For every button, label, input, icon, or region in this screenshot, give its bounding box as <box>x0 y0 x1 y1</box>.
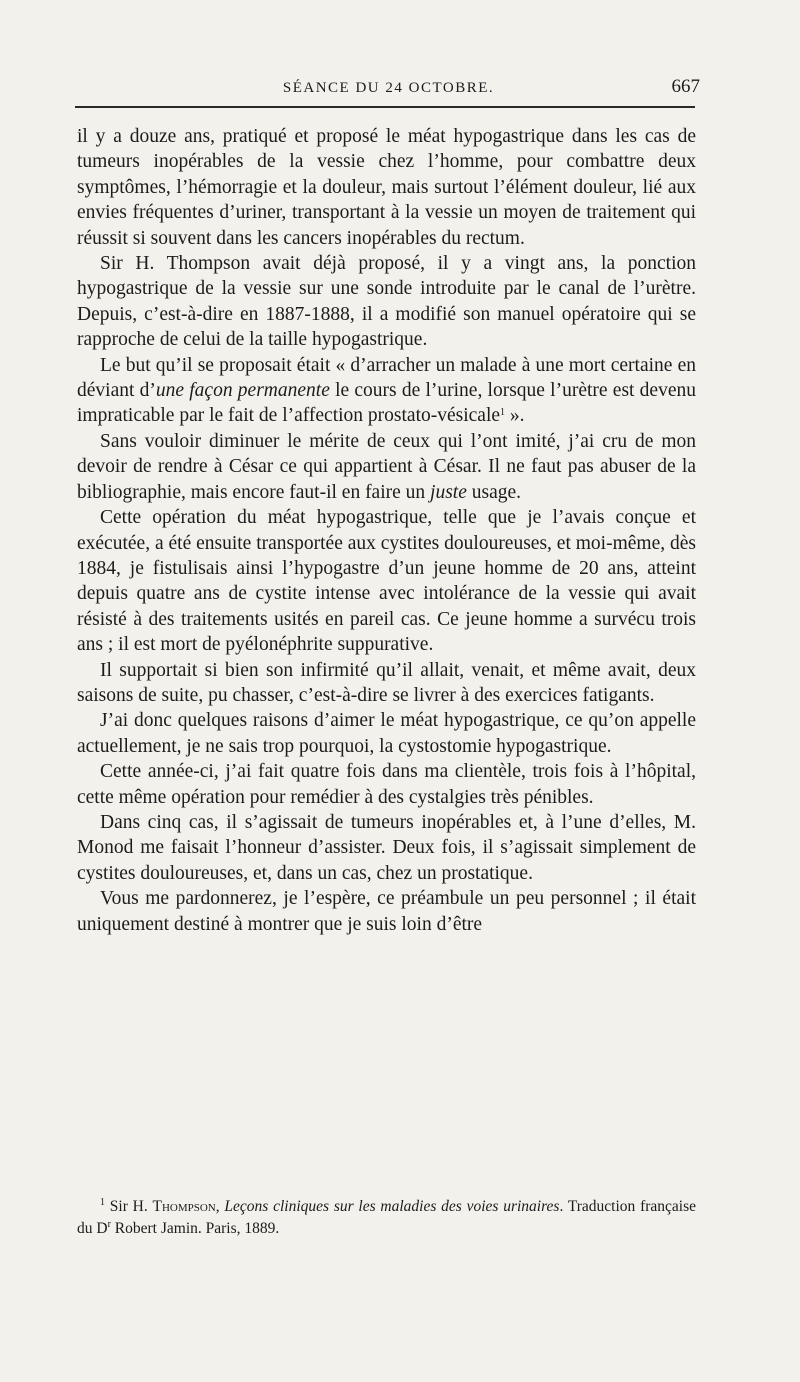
text-run: Cette année-ci, j’ai fait quatre fois dans ma clientèle, trois fois à l’hôpital, cette même opération pour remédier à des cystalgies très pénibles. <box>77 761 696 808</box>
paragraph <box>77 353 696 429</box>
paragraph <box>77 886 696 937</box>
footnote-text <box>77 1196 696 1240</box>
paragraph <box>77 505 696 657</box>
text-run: le cours de l’urine, lorsque l’urètre est devenu impraticable par le fait de l’affection prostato-vésicale <box>77 380 696 427</box>
text-run: Vous me pardonnerez, je l’espère, ce préambule un peu personnel ; il était uniquement destiné à montrer que je suis loin d’être <box>77 888 696 935</box>
text-run: il y a douze ans, pratiqué et proposé le méat hypogastrique dans les cas de tumeurs inopérables de la vessie chez l’homme, pour combattre deux symptômes, l’hémorragie et la douleur, mais surtout l’élément douleur, lié aux envies fréquentes d’uriner, transportant à la vessie un moyen de traitement qui réussit si souvent dans les cancers inopérables du rectum. <box>77 126 696 249</box>
text-run: Robert Jamin. Paris, 1889. <box>110 1220 280 1237</box>
italic-text: juste <box>430 481 467 503</box>
text-run: J’ai donc quelques raisons d’aimer le méat hypogastrique, ce qu’on appelle actuellement, je ne sais trop pourquoi, la cystostomie hypogastrique. <box>77 710 696 757</box>
text-run: Sir H. <box>105 1198 153 1215</box>
text-run: Dans cinq cas, il s’agissait de tumeurs inopérables et, à l’une d’elles, M. Monod me faisait l’honneur d’assister. Deux fois, il s’agissait simplement de cystites douloureuses, et, dans un cas, chez un prostatique. <box>77 811 696 884</box>
paragraph <box>77 124 696 251</box>
text-run: Il supportait si bien son infirmité qu’il allait, venait, et même avait, deux saisons de suite, pu chasser, c’est-à-dire se livrer à des exercices fatigants. <box>77 659 696 706</box>
text-run: , <box>215 1198 225 1215</box>
paragraph <box>77 658 696 709</box>
text-run: usage. <box>466 481 522 503</box>
footnote <box>77 1196 696 1240</box>
text-run: Le but qu’il se proposait était « d’arracher un malade à une mort certaine en déviant d’ <box>77 354 696 402</box>
header-rule <box>75 106 695 108</box>
italic-text: Leçons cliniques sur les maladies des voies urinaires <box>224 1198 560 1215</box>
paragraph <box>77 708 696 759</box>
text-run: ». <box>505 405 525 427</box>
text-run: Sir H. Thompson avait déjà proposé, il y a vingt ans, la ponction hypogastrique de la vessie sur une sonde introduite par le canal de l’urètre. Depuis, c’est-à-dire en 1887-1888, il a modifié son manuel opératoire qui se rapproche de celui de la taille hypogastrique. <box>77 253 696 351</box>
paragraph <box>77 810 696 886</box>
text-run: Cette opération du méat hypogastrique, telle que je l’avais conçue et exécutée, a été ensuite transportée aux cystites douloureuses, et moi-même, dès 1884, je fistulisais ainsi l’hypogastre d’un jeune homme de 20 ans, atteint depuis quatre ans de cystite intense avec intolérance de la vessie qui avait résisté à des traitements usités en pareil cas. Ce jeune homme a survécu trois ans ; il est mort de pyélonéphrite suppurative. <box>77 507 696 656</box>
running-head <box>77 76 700 100</box>
author-name: Thompson <box>152 1198 216 1215</box>
superscript: 1 <box>100 1197 105 1208</box>
superscript: 1 <box>500 407 506 419</box>
text-run: . Traduction française du D <box>77 1198 696 1237</box>
italic-text: une façon permanente <box>155 380 330 402</box>
paragraph <box>77 429 696 505</box>
paragraph <box>77 251 696 353</box>
paragraph <box>77 759 696 810</box>
body-text <box>77 124 696 937</box>
text-run: Sans vouloir diminuer le mérite de ceux qui l’ont imité, j’ai cru de mon devoir de rendre à César ce qui appartient à César. Il ne faut pas abuser de la bibliographie, mais encore faut-il en faire un <box>77 430 696 503</box>
page-number: 667 <box>671 76 700 97</box>
running-title: SÉANCE DU 24 OCTOBRE. <box>282 80 495 96</box>
superscript: r <box>107 1219 111 1230</box>
